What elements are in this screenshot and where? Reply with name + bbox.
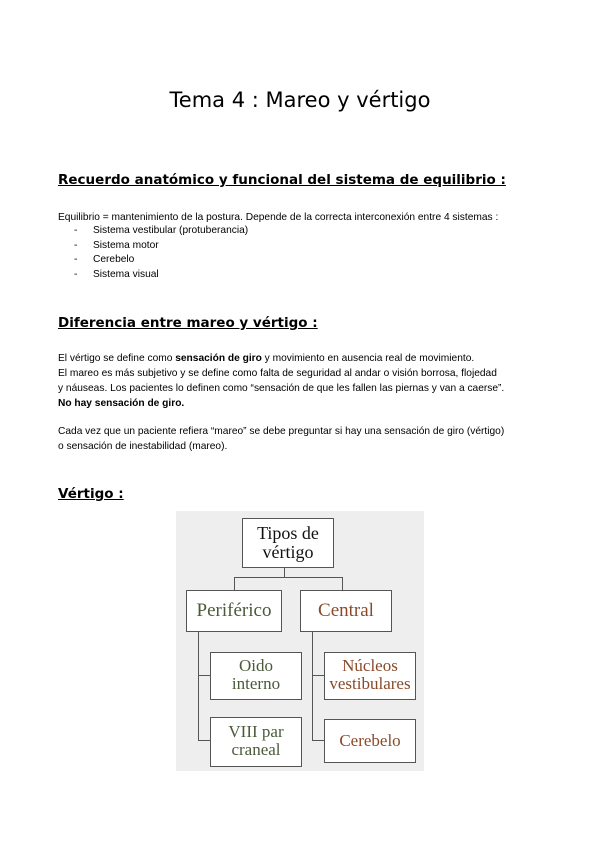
connector-line — [312, 740, 324, 741]
text-span: y movimiento en ausencia real de movimiento. — [261, 353, 475, 364]
connector-line — [234, 577, 342, 578]
list-item-text: Sistema vestibular (protuberancia) — [93, 225, 249, 236]
equilibrium-intro: Equilibrio = mantenimiento de la postura. Depende de la correcta interconexión entre 4 sistemas : — [58, 212, 499, 223]
connector-line — [342, 577, 343, 590]
box-text: vértigo — [262, 541, 314, 562]
cerebellum-box — [324, 719, 416, 763]
connector-line — [234, 577, 235, 590]
connector-line — [312, 675, 324, 676]
list-item — [74, 268, 248, 283]
list-item-text: Sistema visual — [93, 268, 159, 280]
box-text: vestibulares — [329, 673, 411, 693]
list-item — [74, 239, 248, 254]
peripheral-box — [186, 590, 282, 632]
box-text: Núcleos — [342, 656, 398, 675]
paragraph-line: o sensación de inestabilidad (mareo). — [58, 441, 228, 452]
vertigo-types-diagram — [176, 511, 424, 771]
connector-line — [312, 632, 313, 740]
bold-text: sensación de giro — [175, 353, 262, 364]
box-text: interno — [231, 673, 281, 693]
advice-paragraph — [58, 424, 548, 454]
page-title: Tema 4 : Mareo y vértigo — [169, 88, 431, 112]
box-text: Oido — [239, 656, 273, 675]
list-dash: - — [74, 254, 78, 265]
list-dash: - — [74, 239, 78, 251]
section-heading-anatomy: Recuerdo anatómico y funcional del sistema de equilibrio : — [58, 172, 506, 188]
connector-line — [198, 632, 199, 740]
paragraph-line: El mareo es más subjetivo y se define como falta de seguridad al andar o visión borrosa, flojedad — [58, 368, 497, 379]
list-dash: - — [74, 268, 78, 280]
vestibular-nuclei-box — [324, 652, 416, 700]
box-text: Periférico — [196, 600, 272, 621]
systems-list — [74, 224, 248, 282]
box-text: craneal — [231, 739, 281, 759]
central-box — [300, 590, 392, 632]
text-span: El vértigo se define como — [58, 353, 176, 364]
list-dash: - — [74, 225, 78, 236]
list-item-text: Cerebelo — [93, 254, 135, 265]
section-heading-difference: Diferencia entre mareo y vértigo : — [58, 315, 318, 331]
bold-text: No hay sensación de giro. — [58, 398, 185, 409]
connector-line — [198, 740, 210, 741]
box-text: Cerebelo — [339, 731, 401, 750]
list-item — [74, 253, 248, 268]
paragraph-line: Cada vez que un paciente refiera “mareo” se debe preguntar si hay una sensación de giro (vértigo) — [58, 426, 505, 437]
paragraph-line — [58, 351, 548, 366]
box-text: VIII par — [228, 722, 284, 741]
list-item — [74, 224, 248, 239]
inner-ear-box — [210, 652, 302, 700]
diagram-root-box — [242, 518, 334, 568]
box-text: Tipos de — [257, 523, 319, 543]
cranial-nerve-box — [210, 717, 302, 767]
paragraph-line: y náuseas. Los pacientes lo definen como “sensación de que les fallen las piernas y van a caerse”. — [58, 383, 505, 394]
section-heading-vertigo: Vértigo : — [58, 486, 124, 502]
list-item-text: Sistema motor — [93, 239, 159, 251]
connector-line — [198, 675, 210, 676]
difference-paragraph — [58, 351, 548, 411]
connector-line — [284, 567, 285, 577]
box-text: Central — [318, 600, 374, 621]
